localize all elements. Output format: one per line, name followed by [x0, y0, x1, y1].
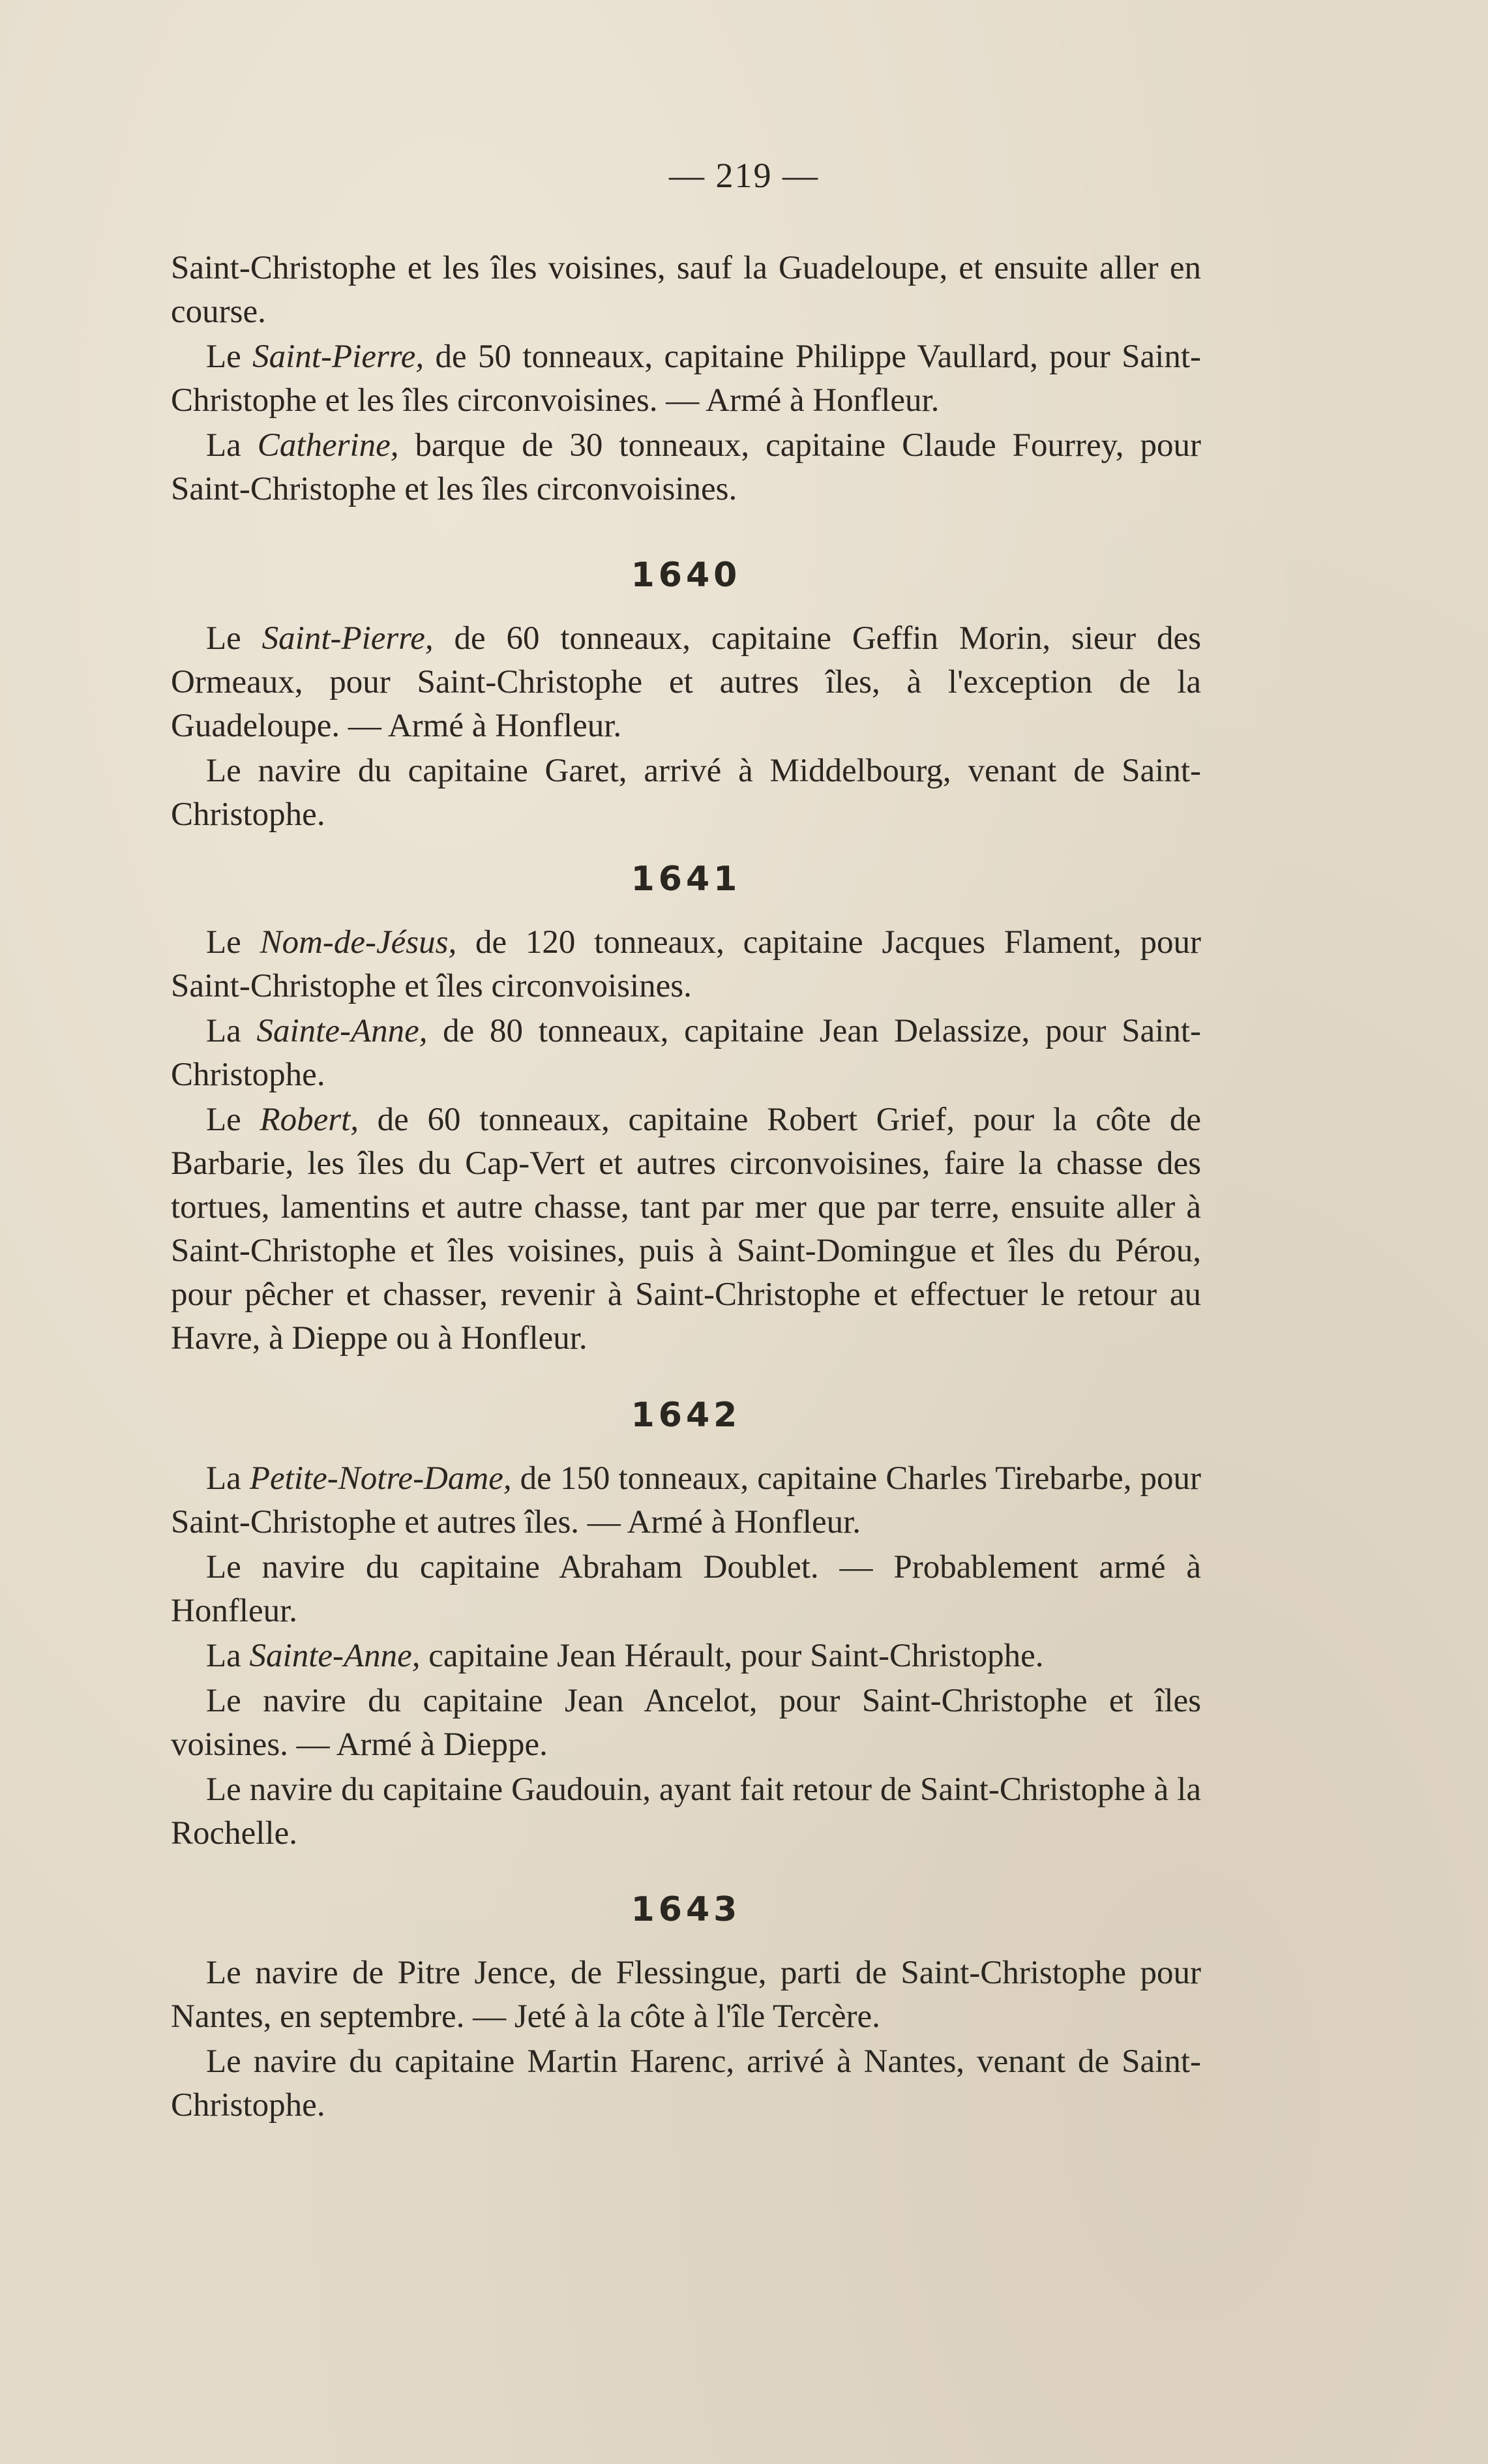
entry-paragraph	[171, 424, 1201, 511]
section-1640	[171, 556, 1201, 837]
section-continuation	[171, 247, 1201, 511]
ship-name: Saint-Pierre,	[261, 620, 434, 657]
entry-article: Le	[206, 924, 260, 961]
ship-name: Catherine,	[257, 427, 399, 464]
entry-paragraph	[171, 1457, 1201, 1544]
entry-paragraph: Le navire du capitaine Garet, arrivé à Middelbourg, venant de Saint-Christophe.	[171, 753, 1201, 833]
entry-article: Le	[206, 338, 253, 375]
entry-paragraph	[171, 335, 1201, 423]
entry-article: La	[206, 1460, 250, 1497]
ship-name: Sainte-Anne,	[256, 1013, 428, 1049]
year-heading: 1640	[631, 556, 741, 595]
entry-article: La	[206, 1638, 250, 1674]
ship-name: Saint-Pierre,	[252, 338, 424, 375]
year-heading: 1641	[631, 860, 741, 899]
section-1642	[171, 1396, 1201, 1856]
entry-article: La	[206, 1013, 257, 1049]
entry-text: de 120 tonneaux, capitaine Jacques Flament, pour Saint-Christophe et îles circonvoisines.	[171, 924, 1201, 1004]
section-1643	[171, 1890, 1201, 2127]
entry-text: de 60 tonneaux, capitaine Geffin Morin, sieur des Ormeaux, pour Saint-Christophe et autres îles, à l'exception de la Guadeloupe. — Armé à Honfleur.	[171, 620, 1201, 744]
entry-paragraph	[171, 1010, 1201, 1097]
entry-text: capitaine Jean Hérault, pour Saint-Christophe.	[420, 1638, 1044, 1674]
entry-article: La	[206, 427, 258, 464]
entry-text: de 150 tonneaux, capitaine Charles Tirebarbe, pour Saint-Christophe et autres îles. — Armé à Honfleur.	[171, 1460, 1202, 1540]
entry-paragraph	[171, 921, 1201, 1008]
entry-text: de 60 tonneaux, capitaine Robert Grief, pour la côte de Barbarie, les îles du Cap-Vert et autres circonvoisines, faire la chasse des tortues, lamentins et autre chasse, tant par mer que par terre, ensuite aller à Saint-Christophe et îles voisines, puis à Saint-Domingue et îles du Pérou, pour pêcher et chasser, revenir à Saint-Christophe et effectuer le retour au Havre, à Dieppe ou à Honfleur.	[171, 1102, 1201, 1357]
ship-name: Petite-Notre-Dame,	[249, 1460, 512, 1497]
entry-paragraph: Le navire du capitaine Martin Harenc, arrivé à Nantes, venant de Saint-Christophe.	[171, 2043, 1201, 2124]
entry-text: de 80 tonneaux, capitaine Jean Delassize, pour Saint-Christophe.	[171, 1013, 1201, 1093]
entry-paragraph: Le navire du capitaine Abraham Doublet. — Probablement armé à Honfleur.	[171, 1549, 1201, 1629]
ship-name: Robert,	[260, 1102, 359, 1138]
entry-paragraph	[171, 617, 1201, 748]
entry-paragraph: Le navire de Pitre Jence, de Flessingue, parti de Saint-Christophe pour Nantes, en septembre. — Jeté à la côte à l'île Tercère.	[171, 1955, 1201, 2035]
entry-paragraph: Le navire du capitaine Jean Ancelot, pour Saint-Christophe et îles voisines. — Armé à Dieppe.	[171, 1683, 1201, 1763]
entry-paragraph	[171, 1098, 1201, 1360]
year-heading: 1643	[631, 1890, 741, 1929]
section-1641	[171, 860, 1201, 1360]
entry-paragraph: Le navire du capitaine Gaudouin, ayant fait retour de Saint-Christophe à la Rochelle.	[171, 1771, 1201, 1852]
year-heading: 1642	[631, 1396, 741, 1435]
page-number: — 219 —	[669, 156, 819, 195]
ship-name: Nom-de-Jésus,	[260, 924, 457, 961]
entry-text: de 50 tonneaux, capitaine Philippe Vaullard, pour Saint-Christophe et les îles circonvoisines. — Armé à Honfleur.	[171, 338, 1201, 419]
entry-article: Le	[206, 620, 262, 657]
ship-name: Sainte-Anne,	[249, 1638, 421, 1674]
intro-paragraph: Saint-Christophe et les îles voisines, sauf la Guadeloupe, et ensuite aller en course.	[171, 250, 1201, 330]
entry-text: barque de 30 tonneaux, capitaine Claude Fourrey, pour Saint-Christophe et les îles circonvoisines.	[171, 427, 1202, 507]
entry-paragraph	[171, 1634, 1201, 1678]
entry-article: Le	[206, 1102, 260, 1138]
